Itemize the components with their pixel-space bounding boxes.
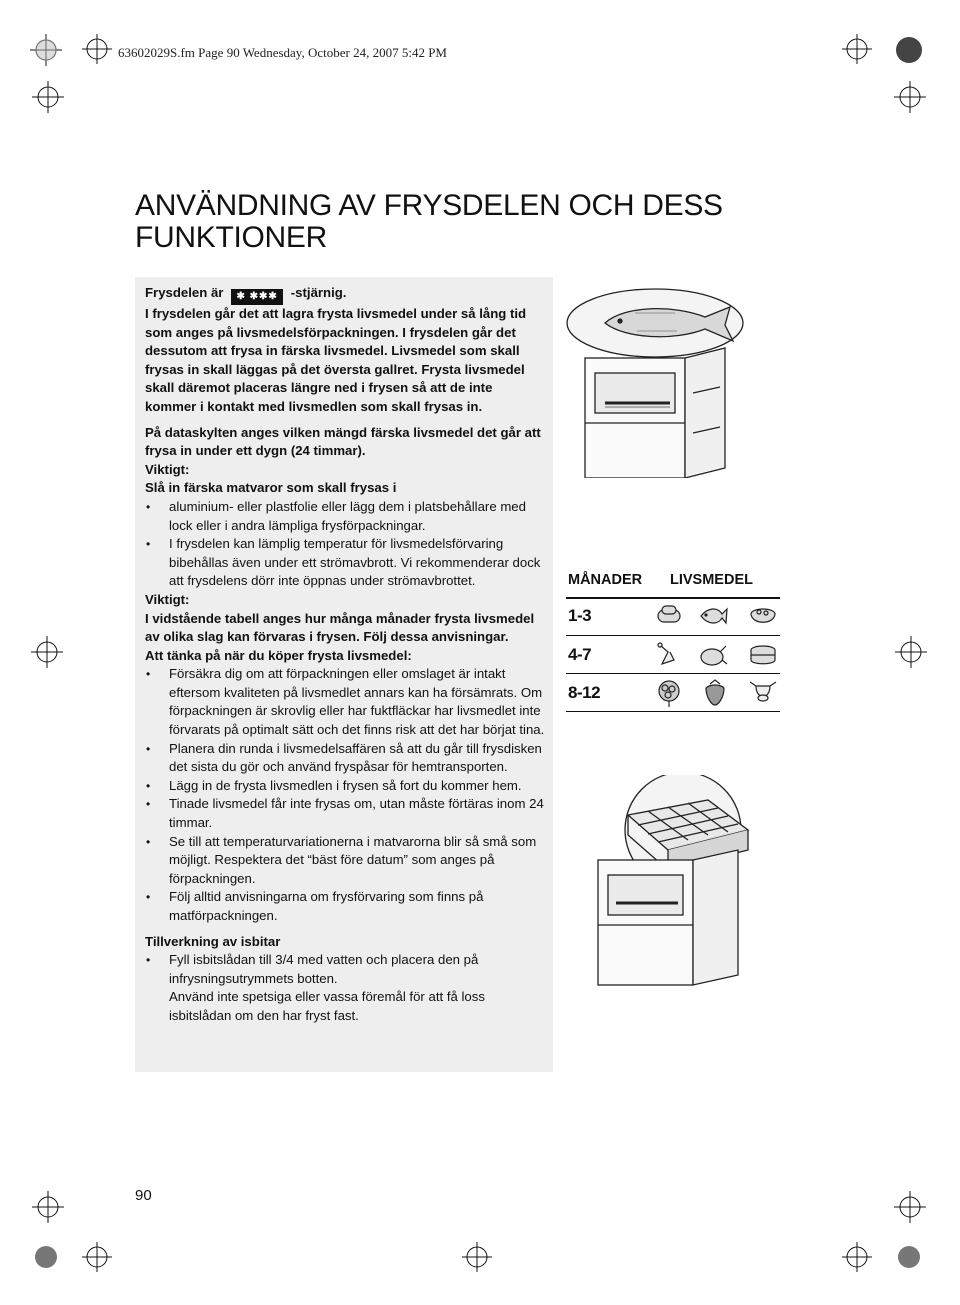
bowl-icon <box>748 601 778 631</box>
list-item: • aluminium- eller plastfolie eller lägg dem i platsbehållare med lock eller i andra lämpliga frysförpackningar. <box>145 498 545 535</box>
chicken-icon <box>698 640 728 670</box>
cow-icon <box>748 678 778 708</box>
important-label-1: Viktigt: <box>145 461 190 477</box>
food-column-header: LIVSMEDEL <box>670 572 753 588</box>
table-rule <box>566 711 780 712</box>
intro-paragraph: I frysdelen går det att lagra frysta livsmedel under så lång tid som anges på livsmedelsförpackningen. I frysdelen går det dessutom att frysa in färska livsmedel. Livsmedel som skall frysas in skall läggas på det översta gallret. Frysta livsmedel skall däremot placeras längre ned i frysen så att de inte kommer i kontakt med livsmedlen som skall frysas in. <box>145 306 527 414</box>
months-label: 4-7 <box>568 645 592 664</box>
page-number: 90 <box>135 1187 152 1204</box>
ice-heading: Tillverkning av isbitar <box>145 933 281 949</box>
title-line-2: FUNKTIONER <box>135 221 328 254</box>
months-column-header: MÅNADER <box>568 572 643 588</box>
freezer-fish-illustration <box>565 283 775 478</box>
ice-extra-note: Använd inte spetsiga eller vassa föremål för att få loss isbitslådan om den har fryst fast. <box>169 989 485 1023</box>
vegetable-icon <box>654 678 684 708</box>
sausage-icon <box>654 601 684 631</box>
list-item: • Lägg in de frysta livsmedlen i frysen så fort du kommer hem. <box>145 777 545 796</box>
rating-plate-paragraph: På dataskylten anges vilken mängd färska livsmedel det går att frysa in under ett dygn (24 timmar). <box>145 424 541 459</box>
file-header-line: 63602029S.fm Page 90 Wednesday, October 24, 2007 5:42 PM <box>118 45 447 60</box>
meat-icon <box>654 640 684 670</box>
title-line-1: ANVÄNDNING AV FRYSDELEN OCH DESS <box>135 189 723 222</box>
fish-icon <box>698 601 728 631</box>
table-rule <box>566 597 780 599</box>
page-title <box>135 190 835 254</box>
cake-icon <box>748 640 778 670</box>
months-label: 8-12 <box>568 683 601 702</box>
list-item: • I frysdelen kan lämplig temperatur för livsmedelsförvaring bibehållas även under ett strömavbrott. Vi rekommenderar dock att frysdelens dörr inte öppnas under strömavbrottet. <box>145 535 545 591</box>
star-rating-line: Frysdelen är ✱ ✱✱✱ -stjärnig. <box>145 284 545 305</box>
list-item: • Tinade livsmedel får inte frysas om, utan måste förtäras inom 24 timmar. <box>145 795 545 832</box>
wrap-intro: Slå in färska matvaror som skall frysas i <box>145 480 397 496</box>
ice-tray-illustration <box>588 775 778 990</box>
table-rule <box>566 635 780 636</box>
wrap-list <box>145 498 545 591</box>
list-item: • Fyll isbitslådan till 3/4 med vatten och placera den på infrysningsutrymmets botten. Använd inte spetsiga eller vassa föremål för att få loss isbitslådan om den har fryst fast. <box>145 951 545 1025</box>
list-item: • Försäkra dig om att förpackningen eller omslaget är intakt eftersom kvaliteten på livsmedlet annars kan ha försämrats. Om förpackningen är skrovlig eller har fuktfläckar har livsmedlet inte förvarats på optimalt sätt och det finns risk att det har börjat tina. <box>145 665 545 739</box>
table-rule <box>566 673 780 674</box>
list-item: • Följ alltid anvisningarna om frysförvaring som finns på matförpackningen. <box>145 888 545 925</box>
strawberry-icon <box>700 678 730 708</box>
important-label-2: Viktigt: <box>145 591 190 607</box>
main-content <box>145 284 545 1026</box>
buying-heading: Att tänka på när du köper frysta livsmedel: <box>145 647 412 663</box>
list-item: • Planera din runda i livsmedelsaffären så att du går till frysdisken det sista du gör och använd fryspåsar för hemtransporten. <box>145 740 545 777</box>
list-item: • Se till att temperaturvariationerna i matvarorna blir så små som möjligt. Respektera det “bäst före datum” som anges på förpackningen. <box>145 833 545 889</box>
buying-list <box>145 665 545 925</box>
months-label: 1-3 <box>568 606 592 625</box>
ice-list <box>145 951 545 1025</box>
table-reference-paragraph: I vidstående tabell anges hur många månader frysta livsmedel av olika slag kan förvaras i frysen. Följ dessa anvisningar. <box>145 610 535 645</box>
four-star-freezer-icon: ✱ ✱✱✱ <box>231 289 283 305</box>
